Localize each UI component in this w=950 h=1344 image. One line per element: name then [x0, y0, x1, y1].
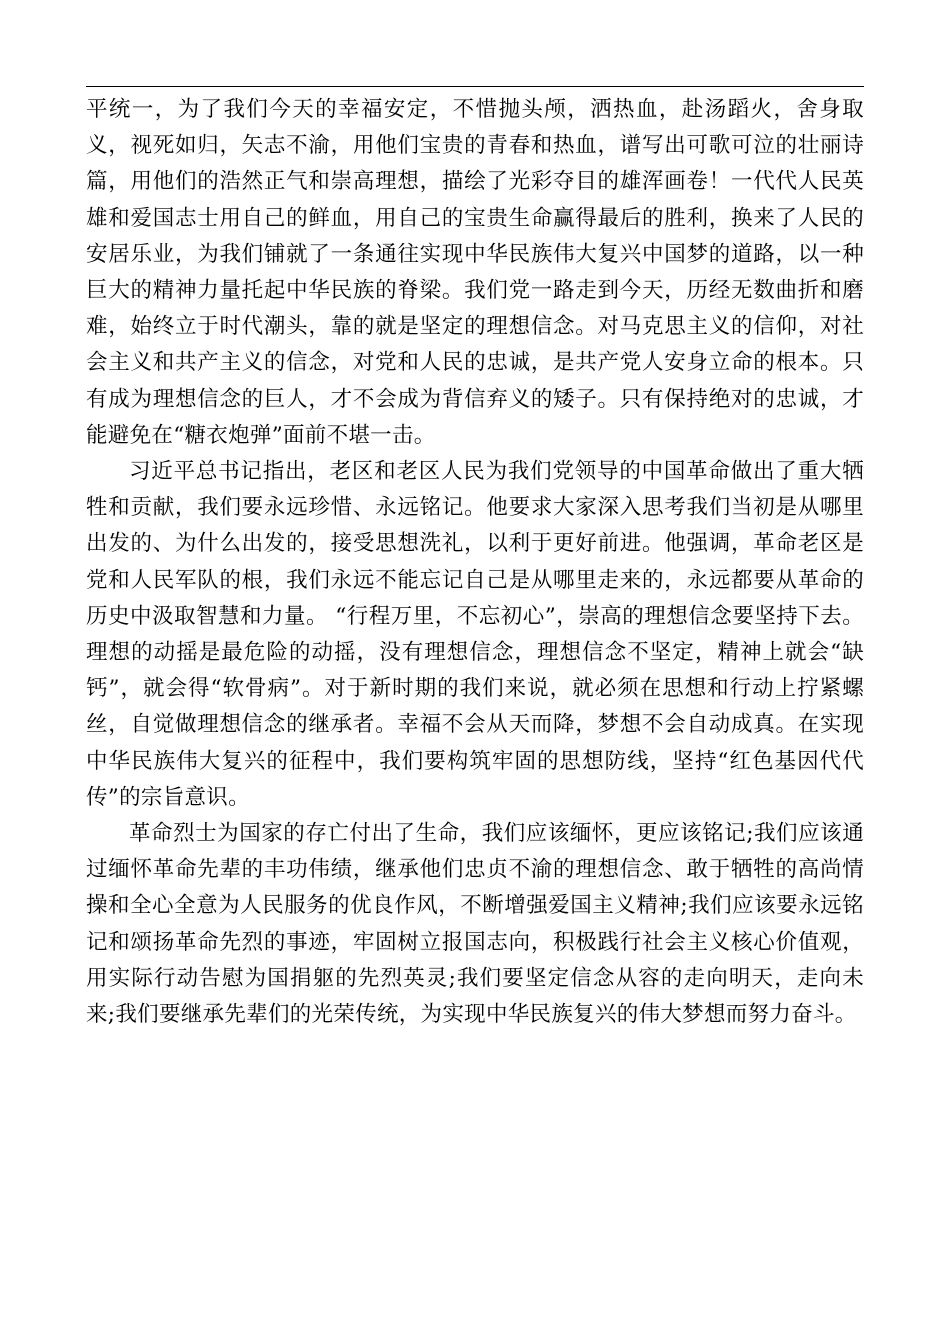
- paragraph-2: 习近平总书记指出，老区和老区人民为我们党领导的中国革命做出了重大牺牲和贡献，我们要永远珍惜、永远铭记。他要求大家深入思考我们当初是从哪里出发的、为什么出发的，接受思想洗礼，以利于更好前进。他强调，革命老区是党和人民军队的根，我们永远不能忘记自己是从哪里走来的，永远都要从革命的历史中汲取智慧和力量。 “行程万里，不忘初心”，崇高的理想信念要坚持下去。理想的动摇是最危险的动摇，没有理想信念，理想信念不坚定，精神上就会“缺钙”，就会得“软骨病”。对于新时期的我们来说，就必须在思想和行动上拧紧螺丝，自觉做理想信念的继承者。幸福不会从天而降，梦想不会自动成真。在实现中华民族伟大复兴的征程中，我们要构筑牢固的思想防线，坚持“红色基因代代传”的宗旨意识。: [86, 459, 864, 810]
- paragraph-3: 革命烈士为国家的存亡付出了生命，我们应该缅怀，更应该铭记;我们应该通过缅怀革命先辈的丰功伟绩，继承他们忠贞不渝的理想信念、敢于牺牲的高尚情操和全心全意为人民服务的优良作风，不断增强爱国主义精神;我们应该要永远铭记和颂扬革命先烈的事迹，牢固树立报国志向，积极践行社会主义核心价值观，用实际行动告慰为国捐躯的先烈英灵;我们要坚定信念从容的走向明天，走向未来;我们要继承先辈们的光荣传统，为实现中华民族复兴的伟大梦想而努力奋斗。: [86, 821, 864, 1028]
- document-body: [86, 92, 864, 1033]
- header-rule: [86, 86, 864, 87]
- paragraph-1: 平统一，为了我们今天的幸福安定，不惜抛头颅，洒热血，赴汤蹈火，舍身取义，视死如归，矢志不渝，用他们宝贵的青春和热血，谱写出可歌可泣的壮丽诗篇，用他们的浩然正气和崇高理想，描绘了光彩夺目的雄浑画卷！一代代人民英雄和爱国志士用自己的鲜血，用自己的宝贵生命赢得最后的胜利，换来了人民的安居乐业，为我们铺就了一条通往实现中华民族伟大复兴中国梦的道路，以一种巨大的精神力量托起中华民族的脊梁。我们党一路走到今天，历经无数曲折和磨难，始终立于时代潮头，靠的就是坚定的理想信念。对马克思主义的信仰，对社会主义和共产主义的信念，对党和人民的忠诚，是共产党人安身立命的根本。只有成为理想信念的巨人，才不会成为背信弃义的矮子。只有保持绝对的忠诚，才能避免在“糖衣炮弹”面前不堪一击。: [86, 97, 864, 448]
